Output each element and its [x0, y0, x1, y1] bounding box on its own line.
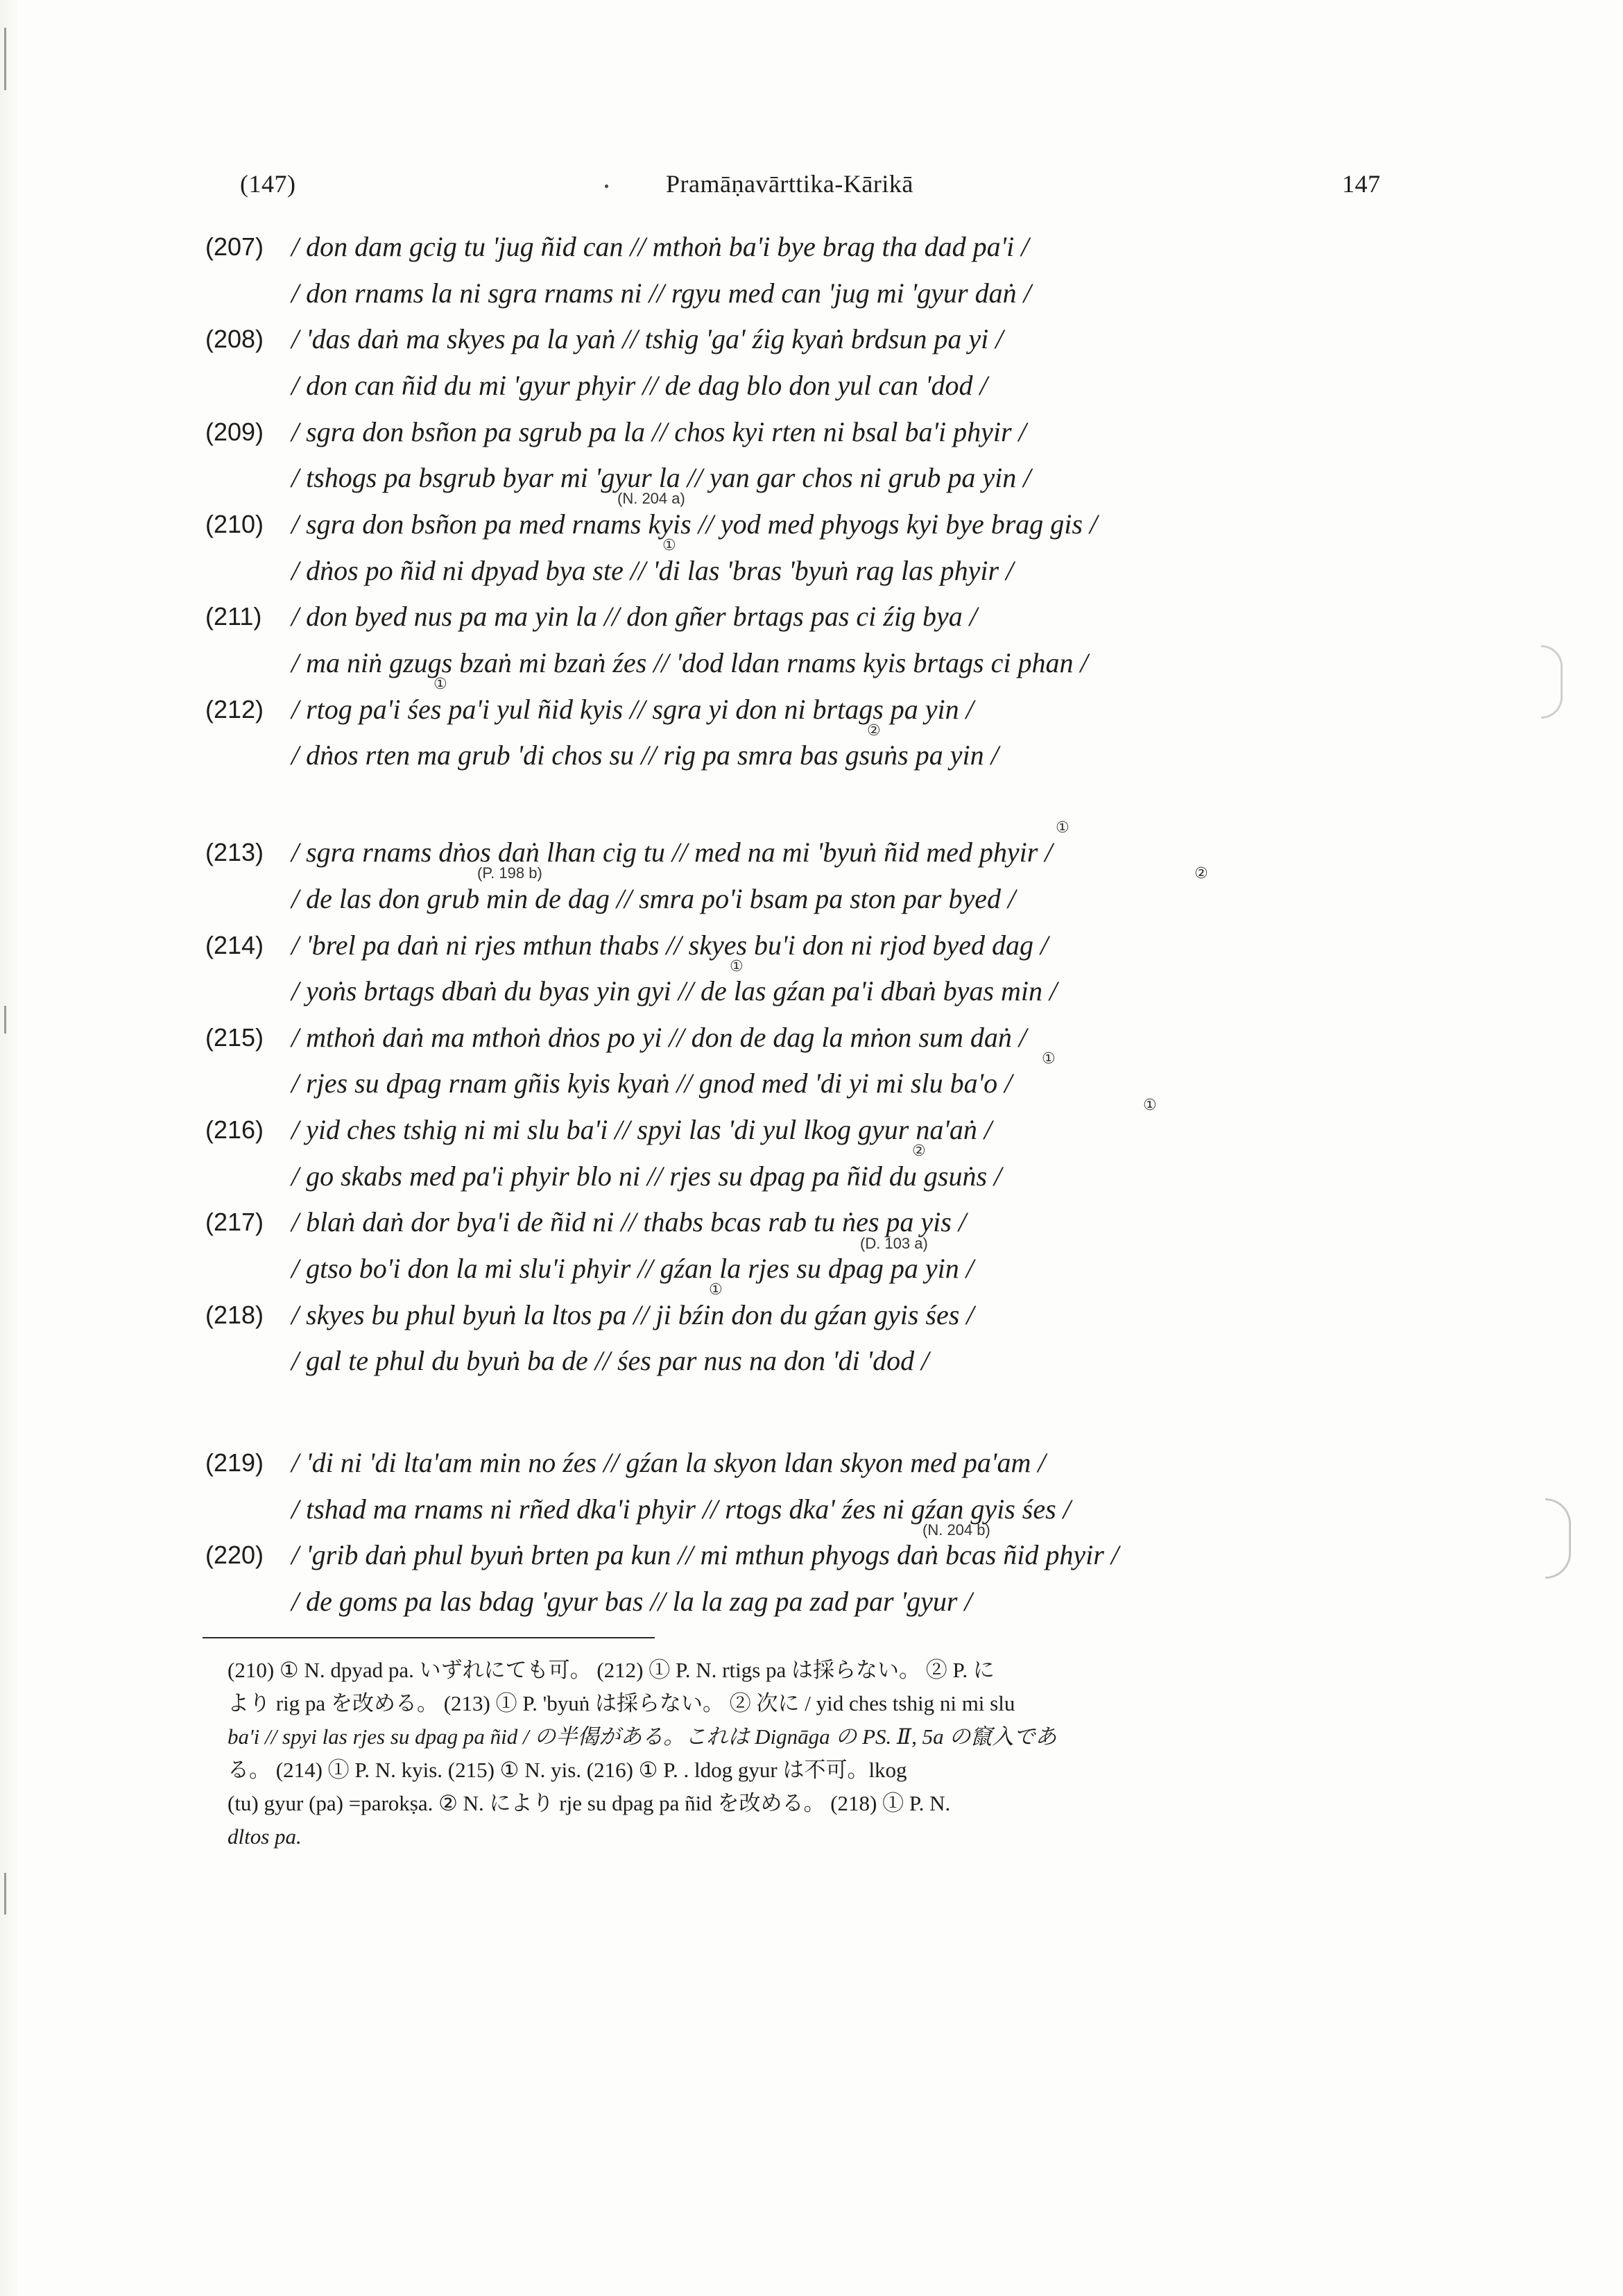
verse-text: / mthoṅ daṅ ma mthoṅ dṅos po yi // don de dag la mṅon sum daṅ / — [291, 1022, 1027, 1053]
verse-text: / rjes su dpag rnam gñis kyis kyaṅ // gnod med 'di yi mi slu ba'o / — [291, 1068, 1013, 1099]
verse-text: / gtso bo'i don la mi slu'i phyir // gźan la rjes su dpag pa yin / — [291, 1253, 974, 1284]
footnote-marker: ① — [433, 675, 447, 692]
verse-number: (213) — [205, 838, 264, 866]
scan-blemish — [1541, 645, 1563, 719]
footnote-line: (tu) gyur (pa) =parokṣa. ② N. により rje su dpag pa ñid を改める。 (218) ① P. N. — [227, 1791, 951, 1815]
verse-number: (215) — [205, 1023, 264, 1052]
header-dot — [605, 185, 608, 188]
verse-text: / sgra rnams dṅos daṅ lhan cig tu // med na mi 'byuṅ ñid med phyir / — [291, 837, 1053, 868]
verse-text: / 'das daṅ ma skyes pa la yaṅ // tshig 'ga' źig kyaṅ brdsun pa yi / — [291, 323, 1004, 354]
scan-mark — [4, 1873, 6, 1914]
verse-text: / don rnams la ni sgra rnams ni // rgyu med can 'jug mi 'gyur daṅ / — [291, 277, 1031, 309]
verse-text: / tshogs pa bsgrub byar mi 'gyur la // yan gar chos ni grub pa yin / — [291, 462, 1031, 493]
verse-text: / go skabs med pa'i phyir blo ni // rjes su dpag pa ñid du gsuṅs / — [291, 1160, 1002, 1192]
header-page-number-right: 147 — [1342, 170, 1381, 198]
scan-mark — [4, 28, 6, 90]
verse-text: / sgra don bsñon pa sgrub pa la // chos kyi rten ni bsal ba'i phyir / — [291, 416, 1027, 447]
verse-number: (219) — [205, 1448, 264, 1477]
verse-number: (214) — [205, 931, 264, 959]
verse-number: (210) — [205, 510, 264, 538]
scan-edge — [0, 0, 18, 2296]
verse-number: (207) — [205, 232, 264, 261]
footnote-line: る。 (214) ① P. N. kyis. (215) ① N. yis. (216) ① P. . ldog gyur は不可。lkog — [227, 1758, 907, 1782]
verse-text: / yoṅs brtags dbaṅ du byas yin gyi // de las gźan pa'i dbaṅ byas min / — [291, 975, 1058, 1006]
marginal-ref: (P. 198 b) — [477, 864, 542, 882]
verse-number: (212) — [205, 695, 264, 723]
footnote-marker: ② — [867, 721, 881, 739]
header-title: Pramāṇavārttika-Kārikā — [666, 170, 913, 198]
verse-number: (211) — [205, 602, 262, 631]
verse-text: / blaṅ daṅ dor bya'i de ñid ni // thabs bcas rab tu ṅes pa yis / — [291, 1206, 966, 1237]
verse-number: (220) — [205, 1541, 264, 1569]
verse-number: (209) — [205, 418, 264, 446]
verse-text: / 'di ni 'di lta'am min no źes // gźan la skyon ldan skyon med pa'am / — [291, 1447, 1046, 1478]
verse-text: / rtog pa'i śes pa'i yul ñid kyis // sgra yi don ni brtags pa yin / — [291, 694, 974, 725]
verse-text: / yid ches tshig ni mi slu ba'i // spyi las 'di yul lkog gyur na'aṅ / — [291, 1114, 993, 1145]
footnote-marker: ① — [1042, 1050, 1056, 1067]
verse-number: (217) — [205, 1208, 264, 1236]
footnote-marker: ① — [709, 1280, 723, 1298]
footnote-marker: ② — [1194, 864, 1208, 882]
header-page-number-left: (147) — [240, 170, 296, 198]
verse-text: / 'brel pa daṅ ni rjes mthun thabs // skyes bu'i don ni rjod byed dag / — [291, 929, 1049, 961]
marginal-ref: (D. 103 a) — [860, 1235, 928, 1252]
footnote-line: dltos pa. — [227, 1824, 302, 1849]
verse-number: (218) — [205, 1301, 264, 1329]
verse-text: / de las don grub min de dag // smra po'i bsam pa ston par byed / — [291, 883, 1016, 914]
verse-text: / dṅos rten ma grub 'di chos su // rig pa smra bas gsuṅs pa yin / — [291, 739, 999, 771]
verse-number: (208) — [205, 325, 264, 353]
verse-number: (216) — [205, 1115, 264, 1144]
verse-text: / de goms pa las bdag 'gyur bas // la la zag pa zad par 'gyur / — [291, 1586, 972, 1617]
footnote-line: (210) ① N. dpyad pa. いずれにても可。 (212) ① P. N. rtigs pa は採らない。 ② P. に — [227, 1658, 995, 1682]
marginal-ref: (N. 204 a) — [617, 490, 685, 507]
verse-text: / gal te phul du byuṅ ba de // śes par nus na don 'di 'dod / — [291, 1345, 929, 1376]
footnote-line: より rig pa を改める。 (213) ① P. 'byuṅ は採らない。 ② 次に / yid ches tshig ni mi slu — [227, 1691, 1015, 1715]
verse-text: / sgra don bsñon pa med rnams kyis // yod med phyogs kyi bye brag gis / — [291, 508, 1098, 540]
verse-text: / tshad ma rnams ni rñed dka'i phyir // rtogs dka' źes ni gźan gyis śes / — [291, 1493, 1071, 1525]
footnote-marker: ① — [1056, 819, 1070, 836]
scan-mark — [4, 1006, 6, 1034]
scan-blemish — [1545, 1498, 1571, 1579]
verse-text: / don can ñid du mi 'gyur phyir // de dag blo don yul can 'dod / — [291, 370, 988, 401]
footnote-marker: ① — [1143, 1096, 1157, 1113]
verse-text: / 'grib daṅ phul byuṅ brten pa kun // mi mthun phyogs daṅ bcas ñid phyir / — [291, 1539, 1119, 1570]
footnote-marker: ① — [662, 536, 676, 554]
verse-text: / dṅos po ñid ni dpyad bya ste // 'di las 'bras 'byuṅ rag las phyir / — [291, 555, 1014, 586]
verse-text: / don byed nus pa ma yin la // don gñer brtags pas ci źig bya / — [291, 601, 977, 632]
footnote-rule — [203, 1637, 655, 1638]
footnote-marker: ② — [912, 1142, 926, 1159]
footnote-line: ba'i // spyi las rjes su dpag pa ñid / の半偈がある。これは Dignāga の PS. Ⅱ, 5a の竄入であ — [227, 1724, 1057, 1749]
verse-text: / ma niṅ gzugs bzaṅ mi bzaṅ źes // 'dod ldan rnams kyis brtags ci phan / — [291, 647, 1088, 678]
verse-text: / skyes bu phul byuṅ la ltos pa // ji bźin don du gźan gyis śes / — [291, 1299, 974, 1330]
footnote-marker: ① — [730, 957, 744, 975]
verse-text: / don dam gcig tu 'jug ñid can // mthoṅ ba'i bye brag tha dad pa'i / — [291, 231, 1029, 262]
marginal-ref: (N. 204 b) — [922, 1521, 990, 1539]
